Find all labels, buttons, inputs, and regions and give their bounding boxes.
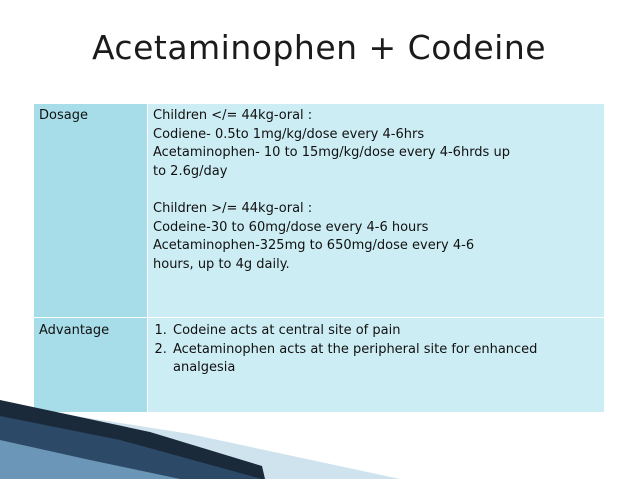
dosage-details — [148, 104, 605, 318]
dosage-line-codeine-under: Codiene- 0.5to 1mg/kg/dose every 4-6hrs — [153, 126, 425, 142]
row-label-dosage: Dosage — [34, 104, 148, 318]
dosage-line-codeine-over: Codeine-30 to 60mg/dose every 4-6 hours — [153, 219, 429, 235]
dosage-line-children-over: Children >/= 44kg-oral : — [153, 200, 313, 216]
dosage-line-children-under: Children </= 44kg-oral : — [153, 108, 313, 123]
advantage-item-peripheral: 2. Acetaminophen acts at the peripheral site for enhanced analgesia — [171, 341, 599, 378]
dosage-line-acetaminophen-under-cont: to 2.6g/day — [153, 163, 228, 179]
dosage-line-acetaminophen-under: Acetaminophen- 10 to 15mg/kg/dose every 4-6hrds up — [153, 145, 510, 161]
slide-title: Acetaminophen + Codeine — [91, 28, 547, 67]
row-label-advantage: Advantage — [34, 318, 148, 413]
table-row-dosage — [34, 104, 605, 318]
dosage-line-acetaminophen-over-cont: hours, up to 4g daily. — [153, 256, 290, 272]
advantage-list — [153, 322, 599, 378]
table-row-advantage — [34, 318, 605, 413]
decorative-swoosh — [0, 400, 638, 479]
advantage-details — [148, 318, 605, 413]
advantage-item-central: 1. Codeine acts at central site of pain — [171, 322, 599, 341]
dosage-line-acetaminophen-over: Acetaminophen-325mg to 650mg/dose every 4-6 — [153, 238, 475, 254]
dosage-table — [33, 103, 605, 413]
dosage-spacer — [153, 181, 599, 200]
